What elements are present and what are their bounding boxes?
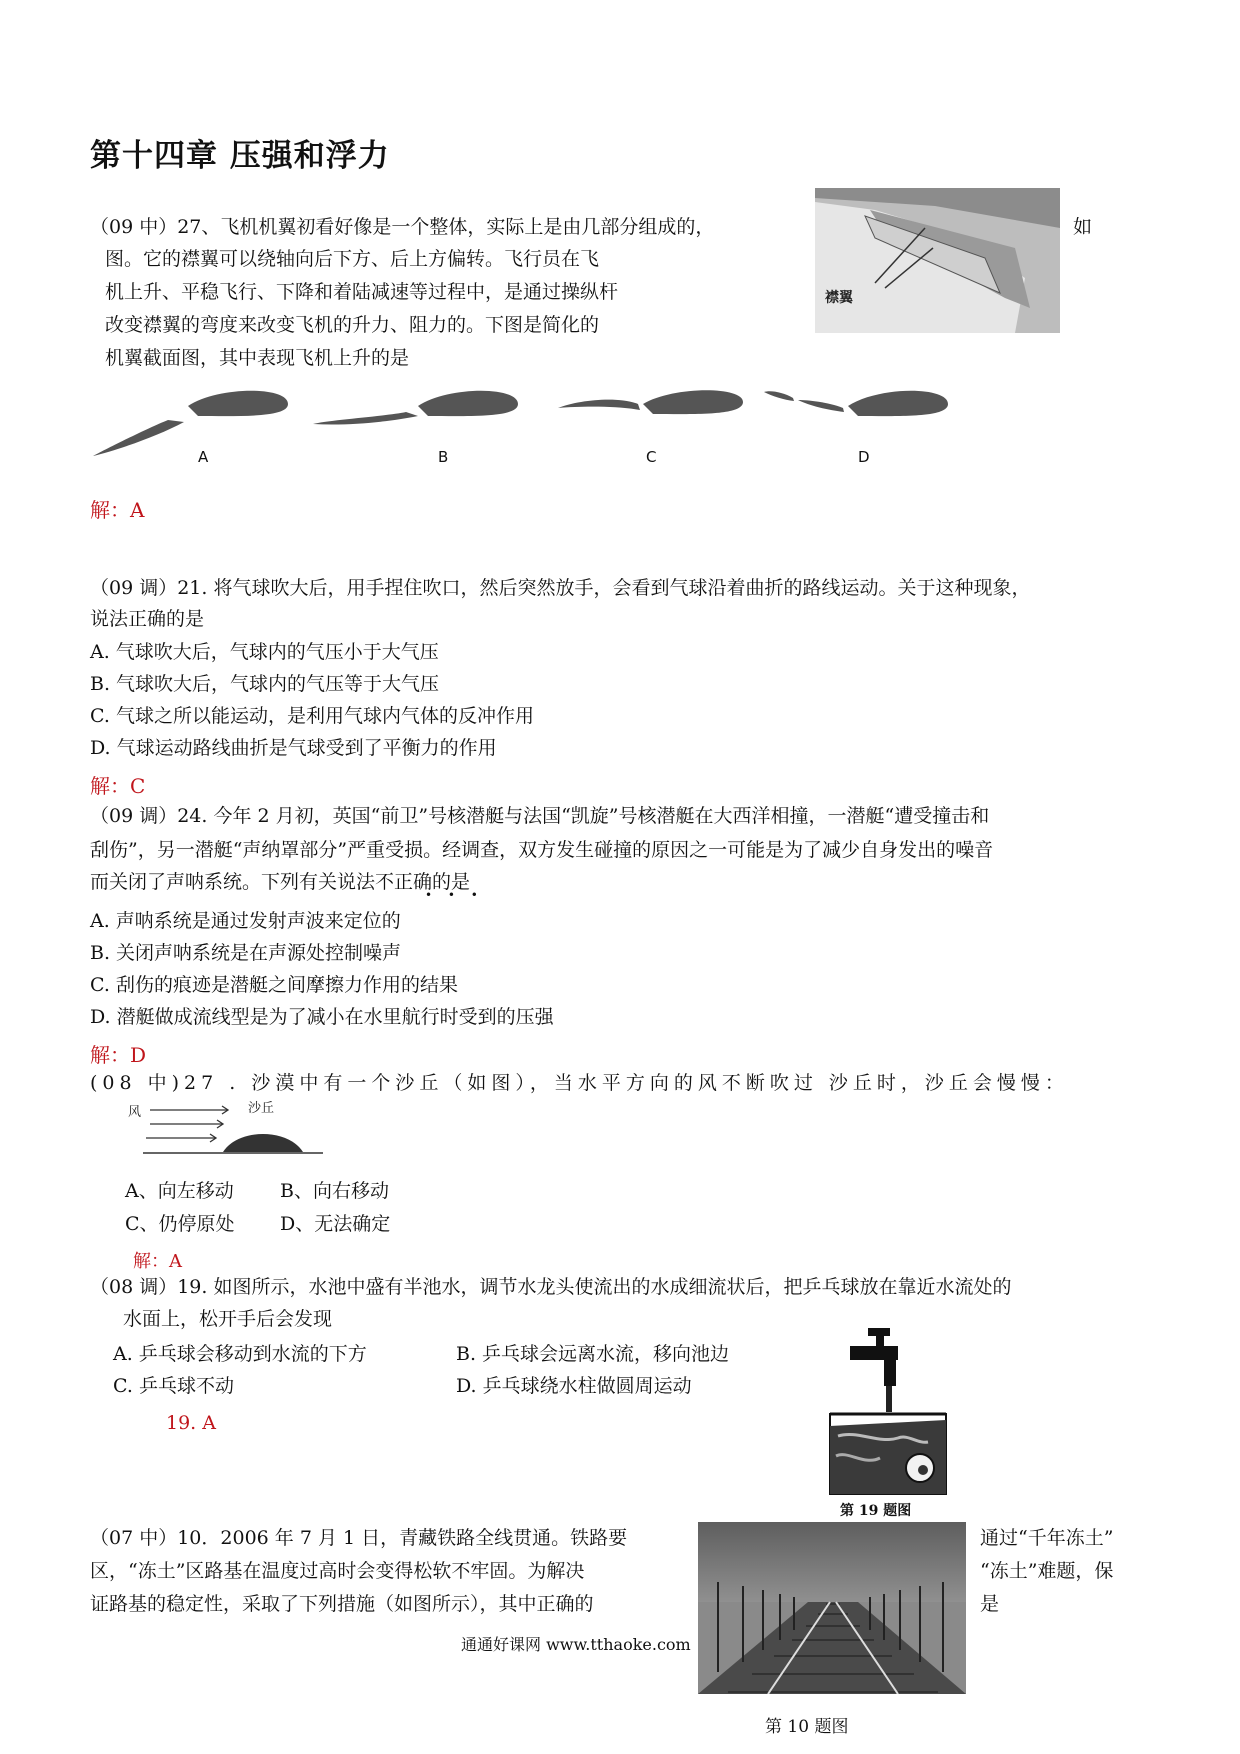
q5-option-b: B. 乒乓球会远离水流，移向池边	[456, 1343, 730, 1365]
q5-answer: 19. A	[166, 1412, 216, 1434]
wind-label: 风	[128, 1105, 142, 1120]
q1-line-3: 机上升、平稳飞行、下降和着陆减速等过程中，是通过操纵杆	[105, 281, 619, 303]
q3-emphasis-dots: • • •	[425, 888, 484, 902]
q4-option-c: C、仍停原处	[125, 1213, 235, 1235]
q4-option-b: B、向右移动	[280, 1180, 389, 1202]
q6-line-2: 区，“冻土”区路基在温度过高时会变得松软不牢固。为解决	[90, 1560, 585, 1582]
q3-option-b: B. 关闭声呐系统是在声源处控制噪声	[90, 942, 402, 964]
q1-line-4: 改变襟翼的弯度来改变飞机的升力、阻力的。下图是简化的	[105, 314, 600, 336]
page-footer: 通通好课网 www.tthaoke.com	[461, 1635, 691, 1654]
q4-option-a: A、向左移动	[125, 1180, 234, 1202]
dune-label: 沙丘	[248, 1101, 275, 1116]
railway-permafrost-photo	[698, 1522, 966, 1694]
q1-line-2: 图。它的襟翼可以绕轴向后下方、后上方偏转。飞行员在飞	[105, 248, 600, 270]
q6-line-1-tail: 通过“千年冻土”	[980, 1527, 1114, 1549]
q6-line-3-tail: 是	[980, 1593, 1000, 1615]
q5-figure-caption: 第 19 题图	[840, 1503, 912, 1519]
airfoil-d-slat	[764, 391, 794, 401]
q3-option-a: A. 声呐系统是通过发射声波来定位的	[90, 910, 401, 932]
q2-option-c: C. 气球之所以能运动，是利用气球内气体的反冲作用	[90, 705, 534, 727]
q4-option-d: D、无法确定	[280, 1213, 391, 1235]
q6-figure-caption: 第 10 题图	[765, 1717, 849, 1737]
option-label-d: D	[858, 448, 870, 466]
airfoil-a-flap	[93, 420, 184, 456]
q1-line-tail: 如	[1073, 216, 1093, 238]
q5-line-1: （08 调）19. 如图所示，水池中盛有半池水，调节水龙头使流出的水成细流状后，把乒乓球放在靠近水流处的	[90, 1276, 1012, 1298]
q3-answer: 解：D	[90, 1043, 147, 1067]
q4-answer: 解：A	[133, 1251, 182, 1272]
q2-option-d: D. 气球运动路线曲折是气球受到了平衡力的作用	[90, 737, 497, 759]
airfoil-b	[418, 391, 518, 416]
q5-option-d: D. 乒乓球绕水柱做圆周运动	[456, 1375, 692, 1397]
airfoil-c	[643, 390, 743, 414]
q2-option-a: A. 气球吹大后，气球内的气压小于大气压	[90, 641, 439, 663]
faucet-basin-figure	[828, 1326, 948, 1496]
airfoil-b-flap	[313, 412, 418, 425]
q2-line-2: 说法正确的是	[90, 608, 205, 630]
sand-dune-figure	[128, 1098, 328, 1160]
airfoil-options-figure	[88, 378, 968, 478]
q1-line-5: 机翼截面图，其中表现飞机上升的是	[105, 347, 410, 369]
q1-answer: 解：A	[90, 498, 145, 522]
chapter-title: 第十四章 压强和浮力	[90, 138, 390, 174]
q2-line-1: （09 调）21. 将气球吹大后，用手捏住吹口，然后突然放手，会看到气球沿着曲折的路线运动。关于这种现象，	[90, 577, 1031, 599]
q5-option-a: A. 乒乓球会移动到水流的下方	[113, 1343, 367, 1365]
option-label-c: C	[646, 448, 657, 466]
flap-label: 襟翼	[825, 290, 853, 306]
option-label-b: B	[438, 448, 449, 466]
airfoil-a	[188, 391, 288, 416]
q6-line-3: 证路基的稳定性，采取了下列措施（如图所示），其中正确的	[90, 1593, 594, 1615]
q5-option-c: C. 乒乓球不动	[113, 1375, 234, 1397]
q3-option-d: D. 潜艇做成流线型是为了减小在水里航行时受到的压强	[90, 1006, 554, 1028]
q6-line-1: （07 中）10．2006 年 7 月 1 日，青藏铁路全线贯通。铁路要	[90, 1527, 628, 1549]
q5-line-2: 水面上，松开手后会发现	[123, 1308, 333, 1330]
q2-answer: 解：C	[90, 774, 146, 798]
airfoil-c-flap	[558, 400, 640, 410]
airfoil-d-flap	[798, 400, 844, 412]
q3-line-2: 刮伤”，另一潜艇“声纳罩部分”严重受损。经调查，双方发生碰撞的原因之一可能是为了减少自身发出的噪音	[90, 839, 994, 861]
q3-line-1: （09 调）24. 今年 2 月初，英国“前卫”号核潜艇与法国“凯旋”号核潜艇在大西洋相撞，一潜艇“遭受撞击和	[90, 805, 990, 827]
option-label-a: A	[198, 448, 209, 466]
q6-line-2-tail: “冻土”难题，保	[980, 1560, 1114, 1582]
q3-option-c: C. 刮伤的痕迹是潜艇之间摩擦力作用的结果	[90, 974, 458, 996]
q3-line-3: 而关闭了声呐系统。下列有关说法不正确的是	[90, 871, 471, 893]
q2-option-b: B. 气球吹大后，气球内的气压等于大气压	[90, 673, 440, 695]
wing-flap-figure	[815, 188, 1060, 333]
q4-line: (08 中)27 . 沙漠中有一个沙丘（如图），当水平方向的风不断吹过 沙丘时，沙丘会慢慢：	[90, 1072, 1069, 1094]
airfoil-d	[848, 391, 948, 416]
q1-line-1: （09 中）27、飞机机翼初看好像是一个整体，实际上是由几部分组成的，	[90, 216, 715, 238]
